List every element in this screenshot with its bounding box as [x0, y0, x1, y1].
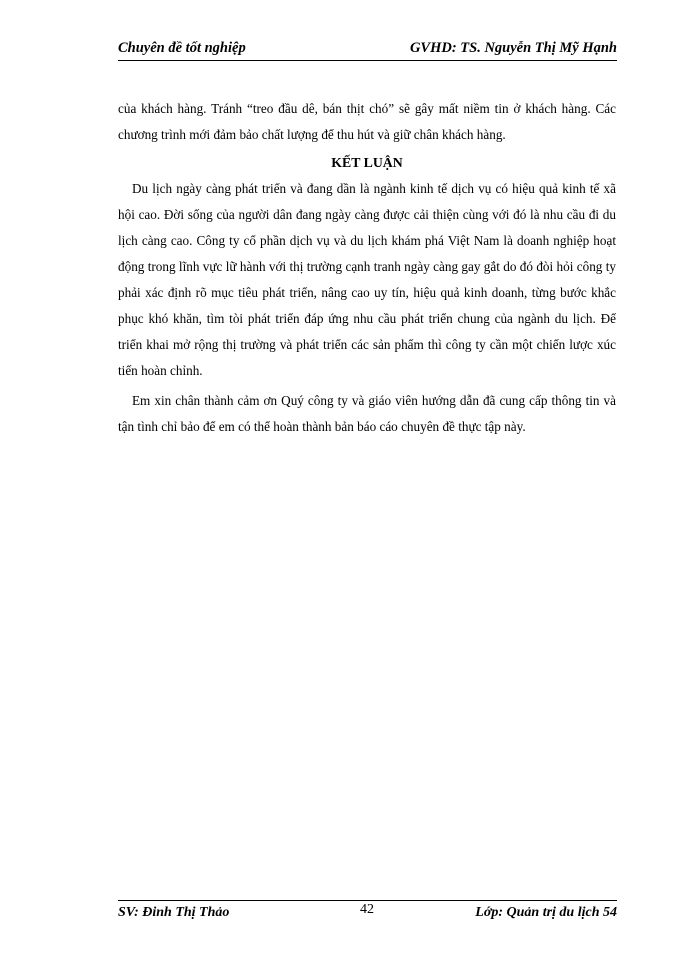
page-header — [118, 38, 617, 61]
intro-paragraph: của khách hàng. Tránh “treo đầu dê, bán thịt chó” sẽ gây mất niềm tin ở khách hàng. Các chương trình mới đảm bảo chất lượng để thu hút và giữ chân khách hàng. — [118, 101, 616, 142]
header-advisor: GVHD: TS. Nguyễn Thị Mỹ Hạnh — [409, 40, 617, 56]
footer-class: Lớp: Quản trị du lịch 54 — [475, 905, 617, 920]
page-number: 42 — [360, 902, 374, 917]
acknowledgement-paragraph: Em xin chân thành cảm ơn Quý công ty và giáo viên hướng dẫn đã cung cấp thông tin và tận tình chỉ bảo để em có thể hoàn thành bản báo cáo chuyên đề thực tập này. — [118, 393, 616, 434]
section-heading: KẾT LUẬN — [331, 155, 403, 170]
conclusion-paragraph: Du lịch ngày càng phát triển và đang dần là ngành kinh tế dịch vụ có hiệu quả kinh tế xã hội cao. Đời sống của người dân đang ngày càng được cải thiện cùng với đó là nhu cầu đi du lịch càng cao. Công ty cổ phần dịch vụ và du lịch khám phá Việt Nam là doanh nghiệp hoạt động trong lĩnh vực lữ hành với thị trường cạnh tranh ngày càng gay gắt do đó đòi hỏi công ty phải xác định rõ mục tiêu phát triển, nâng cao uy tín, hiệu quả kinh doanh, từng bước khắc phục khó khăn, tìm tòi phát triển đáp ứng nhu cầu phát triển chung của ngành du lịch. Để triển khai mở rộng thị trường và phát triển các sản phẩm thì công ty cần một chiến lược xúc tiến hoàn chỉnh. — [118, 181, 616, 378]
page-body — [118, 96, 616, 440]
footer-student: SV: Đinh Thị Thảo — [118, 905, 230, 920]
page-footer — [118, 900, 617, 925]
header-document-title: Chuyên đề tốt nghiệp — [118, 40, 246, 56]
